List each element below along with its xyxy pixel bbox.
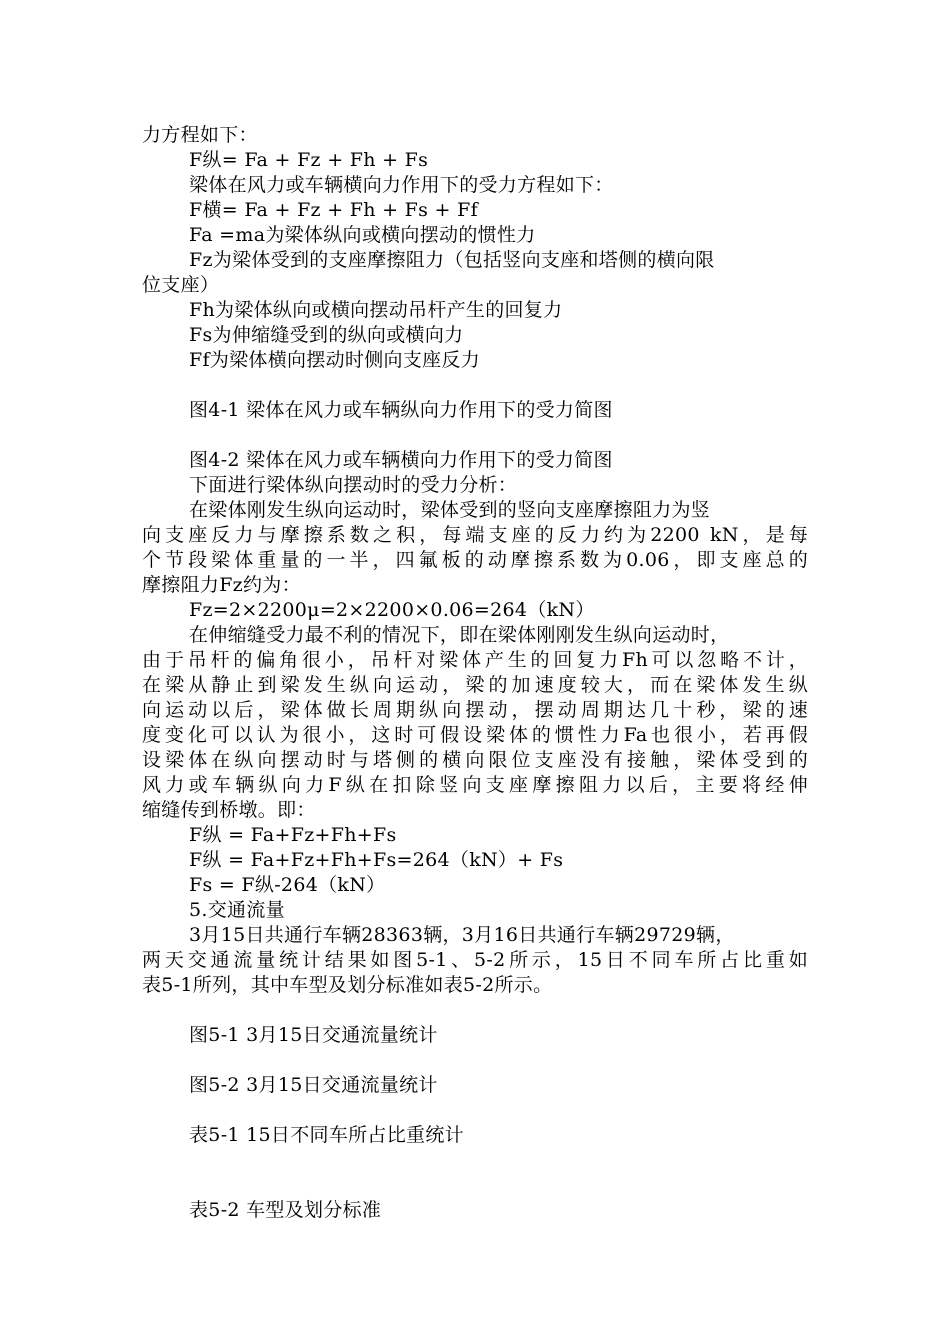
- figure-caption: 图5-2 3月15日交通流量统计: [189, 1074, 438, 1096]
- text-line: 表5-1所列，其中车型及划分标准如表5-2所示。: [142, 974, 553, 996]
- figure-caption: 图4-2 梁体在风力或车辆横向力作用下的受力简图: [189, 449, 613, 471]
- text-line: 两天交通流量统计结果如图5-1、5-2所示，15日不同车所占比重如: [142, 949, 808, 971]
- text-line: 3月15日共通行车辆28363辆，3月16日共通行车辆29729辆，: [189, 924, 735, 946]
- equation-line: F纵= Fa + Fz + Fh + Fs: [189, 149, 429, 171]
- figure-caption: 图5-1 3月15日交通流量统计: [189, 1024, 438, 1046]
- text-line: 个节段梁体重量的一半，四氟板的动摩擦系数为0.06，即支座总的: [142, 549, 808, 571]
- equation-line: Fs = F纵-264（kN）: [189, 874, 386, 896]
- text-line: 向运动以后，梁体做长周期纵向摆动，摆动周期达几十秒，梁的速: [142, 699, 808, 721]
- table-caption: 表5-1 15日不同车所占比重统计: [189, 1124, 464, 1146]
- text-line: 度变化可以认为很小，这时可假设梁体的惯性力Fa也很小，若再假: [142, 724, 808, 746]
- text-line: 由于吊杆的偏角很小，吊杆对梁体产生的回复力Fh可以忽略不计，: [142, 649, 808, 671]
- text-line: 缩缝传到桥墩。即：: [142, 799, 316, 821]
- text-line: Fz为梁体受到的支座摩擦阻力（包括竖向支座和塔侧的横向限: [189, 249, 715, 271]
- text-line: 在伸缩缝受力最不利的情况下，即在梁体刚刚发生纵向运动时，: [189, 624, 730, 646]
- text-line: 风力或车辆纵向力F纵在扣除竖向支座摩擦阻力以后，主要将经伸: [142, 774, 808, 796]
- figure-caption: 图4-1 梁体在风力或车辆纵向力作用下的受力简图: [189, 399, 613, 421]
- text-line: 在梁从静止到梁发生纵向运动，梁的加速度较大，而在梁体发生纵: [142, 674, 808, 696]
- text-line: 摩擦阻力Fz约为：: [142, 574, 301, 596]
- text-line: 位支座）: [142, 274, 220, 296]
- text-line: 下面进行梁体纵向摆动时的受力分析：: [189, 474, 518, 496]
- text-line: 在梁体刚发生纵向运动时，梁体受到的竖向支座摩擦阻力为竖: [189, 499, 711, 521]
- equation-line: F纵 = Fa+Fz+Fh+Fs=264（kN）+ Fs: [189, 849, 564, 871]
- equation-line: Fz=2×2200μ=2×2200×0.06=264（kN）: [189, 599, 595, 621]
- text-line: Ff为梁体横向摆动时侧向支座反力: [189, 349, 481, 371]
- text-line: 力方程如下：: [142, 124, 258, 146]
- text-line: 梁体在风力或车辆横向力作用下的受力方程如下：: [189, 174, 614, 196]
- text-line: 设梁体在纵向摆动时与塔侧的横向限位支座没有接触，梁体受到的: [142, 749, 808, 771]
- text-line: Fh为梁体纵向或横向摆动吊杆产生的回复力: [189, 299, 563, 321]
- section-heading: 5.交通流量: [189, 899, 285, 921]
- equation-line: F纵 = Fa+Fz+Fh+Fs: [189, 824, 397, 846]
- table-caption: 表5-2 车型及划分标准: [189, 1199, 382, 1221]
- text-line: Fs为伸缩缝受到的纵向或横向力: [189, 324, 464, 346]
- equation-line: F横= Fa + Fz + Fh + Fs + Ff: [189, 199, 478, 221]
- text-line: 向支座反力与摩擦系数之积，每端支座的反力约为2200 kN，是每: [142, 524, 808, 546]
- text-line: Fa =ma为梁体纵向或横向摆动的惯性力: [189, 224, 536, 246]
